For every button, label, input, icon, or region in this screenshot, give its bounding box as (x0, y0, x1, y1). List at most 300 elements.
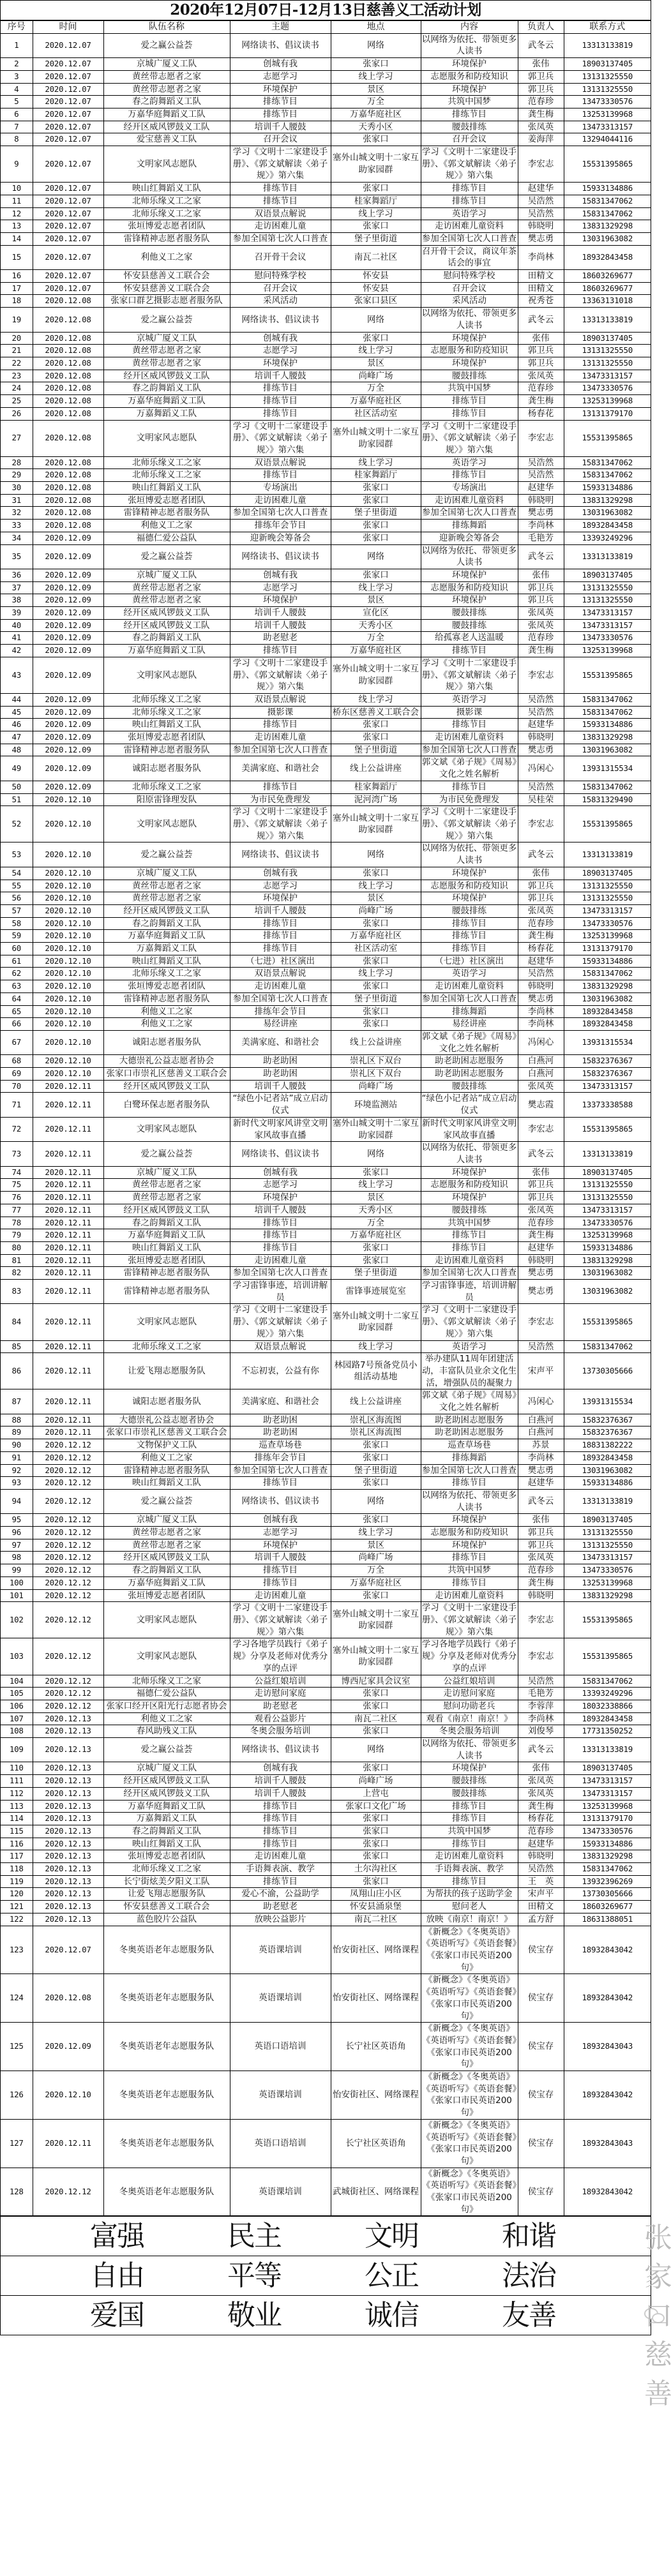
cell-date: 2020.12.08 (33, 1974, 103, 2023)
table-row (1, 1638, 651, 1675)
cell-team: 阳原雷锋理发队 (103, 793, 230, 806)
cell-content: 以网络为依托、带领更多人读书 (421, 33, 518, 57)
cell-team: 怀安县慈善义工联合会 (103, 1901, 230, 1913)
cell-leader: 樊志勇 (518, 1280, 564, 1304)
cell-contact: 13473330576 (564, 1217, 651, 1229)
cell-date: 2020.12.09 (33, 544, 103, 569)
cell-index: 11 (1, 195, 33, 207)
cell-team: 冬奥英语老年志愿服务队 (103, 1974, 230, 2023)
cell-team: 爱宝慈善义工队 (103, 133, 230, 146)
cell-team: 冬奥英语老年志愿服务队 (103, 2168, 230, 2216)
cell-contact: 13831329298 (564, 731, 651, 744)
cell-contact: 13131379170 (564, 943, 651, 955)
cell-leader: 侯宝存 (518, 1974, 564, 2023)
slogan-row (1, 2256, 651, 2295)
cell-content: 排练节目 (421, 1813, 518, 1825)
cell-content: 学习《文明十二家建设手册》、《郭文斌解读〈弟子规〉》第六集 (421, 657, 518, 693)
cell-leader: 毛艳芳 (518, 532, 564, 544)
cell-content: 环境保护 (421, 594, 518, 607)
cell-date: 2020.12.07 (33, 1926, 103, 1974)
cell-date: 2020.12.07 (33, 245, 103, 269)
cell-index: 2 (1, 58, 33, 71)
cell-date: 2020.12.11 (33, 1229, 103, 1242)
cell-content: 以网络为依托、带领更多人读书 (421, 1142, 518, 1166)
table-row (1, 1340, 651, 1353)
cell-index: 34 (1, 532, 33, 544)
cell-location: 天秀小区 (331, 619, 421, 632)
cell-team: 利他义工之家 (103, 1451, 230, 1464)
cell-team: 黄丝带志愿者之家 (103, 345, 230, 357)
table-row (1, 880, 651, 892)
cell-date: 2020.12.12 (33, 1552, 103, 1564)
cell-index: 113 (1, 1800, 33, 1813)
table-row (1, 781, 651, 793)
cell-index: 53 (1, 842, 33, 867)
cell-leader: 武冬云 (518, 33, 564, 57)
slogan-word: 文明 (365, 2220, 418, 2253)
cell-index: 38 (1, 594, 33, 607)
cell-index: 4 (1, 83, 33, 96)
cell-contact: 15531395865 (564, 1638, 651, 1675)
table-row (1, 494, 651, 507)
table-row (1, 507, 651, 520)
cell-theme: 培训千人腰鼓 (230, 121, 331, 133)
table-row (1, 1888, 651, 1901)
cell-location: 尚峰广场 (331, 1775, 421, 1788)
cell-location: 张家口 (331, 332, 421, 345)
cell-location: 张家口 (331, 955, 421, 968)
cell-date: 2020.12.08 (33, 456, 103, 469)
cell-leader: 张凤英 (518, 1552, 564, 1564)
cell-content: 召开会议 (421, 282, 518, 295)
cell-location: 张家口 (331, 183, 421, 195)
cell-contact: 15531395865 (564, 146, 651, 183)
cell-content: 学习《文明十二家建设手册》、《郭文斌解读〈弟子规〉》第六集 (421, 1602, 518, 1638)
cell-date: 2020.12.13 (33, 1813, 103, 1825)
cell-contact: 15831347062 (564, 781, 651, 793)
cell-leader: 孟方舒 (518, 1913, 564, 1926)
cell-team: 利他义工之家 (103, 1018, 230, 1031)
cell-date: 2020.12.13 (33, 1725, 103, 1738)
cell-content: 走访困难儿童资料 (421, 731, 518, 744)
cell-theme: 培训千人腰鼓 (230, 1080, 331, 1093)
cell-date: 2020.12.13 (33, 1875, 103, 1888)
cell-team: 京城广厦义工队 (103, 1166, 230, 1179)
cell-content: 为市民免费理发 (421, 793, 518, 806)
cell-theme: 排练节目 (230, 917, 331, 930)
cell-contact: 18603269677 (564, 1901, 651, 1913)
cell-leader: 张凤英 (518, 121, 564, 133)
cell-location: 张家口 (331, 1875, 421, 1888)
cell-location: 泥河湾广场 (331, 793, 421, 806)
cell-team: 万嘉华庭舞蹈义工队 (103, 930, 230, 943)
cell-index: 57 (1, 904, 33, 917)
cell-contact: 15831347062 (564, 1675, 651, 1688)
cell-content: 英语学习 (421, 693, 518, 706)
cell-contact: 15831347062 (564, 207, 651, 220)
cell-content: 排练节目 (421, 1477, 518, 1490)
table-row (1, 968, 651, 980)
cell-index: 121 (1, 1901, 33, 1913)
cell-contact: 13393249296 (564, 1688, 651, 1700)
cell-location: 张家口 (331, 220, 421, 233)
cell-index: 128 (1, 2168, 33, 2216)
table-row (1, 806, 651, 842)
cell-index: 75 (1, 1179, 33, 1192)
cell-leader: 王 英 (518, 1875, 564, 1888)
cell-leader: 李宏志 (518, 1304, 564, 1340)
cell-index: 55 (1, 880, 33, 892)
table-row (1, 1576, 651, 1589)
cell-theme: （七进）社区演出 (230, 955, 331, 968)
table-row (1, 532, 651, 544)
cell-leader: 武冬云 (518, 1738, 564, 1762)
cell-index: 12 (1, 207, 33, 220)
cell-location: 万嘉华庭社区 (331, 645, 421, 657)
cell-leader: 李尚林 (518, 245, 564, 269)
cell-team: 张家口群艺摄影志愿者服务队 (103, 295, 230, 308)
cell-content: 学习《文明十二家建设手册》、《郭文斌解读〈弟子规〉》第六集 (421, 146, 518, 183)
cell-leader: 郭卫兵 (518, 1179, 564, 1192)
table-row (1, 930, 651, 943)
header-date: 时间 (33, 21, 103, 34)
cell-content: 共筑中国梦 (421, 1564, 518, 1577)
cell-contact: 13031963082 (564, 1267, 651, 1280)
table-row (1, 645, 651, 657)
cell-team: 春之韵舞蹈义工队 (103, 96, 230, 109)
cell-date: 2020.12.11 (33, 1192, 103, 1204)
cell-contact: 13393249296 (564, 532, 651, 544)
cell-theme: 排练节目 (230, 1800, 331, 1813)
cell-team: 映山红舞蹈义工队 (103, 1838, 230, 1850)
cell-theme: 参加全国第七次人口普查 (230, 744, 331, 756)
cell-content: 共筑中国梦 (421, 1825, 518, 1838)
table-row (1, 270, 651, 283)
cell-contact: 13473313157 (564, 1080, 651, 1093)
cell-date: 2020.12.09 (33, 569, 103, 581)
cell-theme: 网络读书、倡议读书 (230, 544, 331, 569)
cell-location: 景区 (331, 892, 421, 905)
cell-contact: 15831347062 (564, 1863, 651, 1876)
header-row (1, 21, 651, 34)
cell-theme: 创城有我 (230, 1762, 331, 1775)
cell-date: 2020.12.09 (33, 781, 103, 793)
table-row (1, 345, 651, 357)
cell-content: 志愿服务和防疫知识 (421, 1179, 518, 1192)
cell-content: 环境保护 (421, 569, 518, 581)
cell-theme: 学习《文明十二家建设手册》、《郭文斌解读〈弟子规〉》第六集 (230, 657, 331, 693)
table-row (1, 2071, 651, 2120)
cell-index: 111 (1, 1775, 33, 1788)
cell-team: 黄丝带志愿者之家 (103, 880, 230, 892)
cell-leader: 李宏志 (518, 657, 564, 693)
cell-team: 爱之赢公益荟 (103, 1489, 230, 1513)
cell-content: 环境保护 (421, 58, 518, 71)
cell-date: 2020.12.09 (33, 2023, 103, 2071)
cell-contact: 15831347062 (564, 469, 651, 482)
cell-team: 雷锋精神志愿者服务队 (103, 992, 230, 1005)
cell-theme: 网络读书、倡议读书 (230, 1738, 331, 1762)
cell-content: 腰鼓排练 (421, 619, 518, 632)
cell-location: 线上公益讲座 (331, 1030, 421, 1054)
cell-date: 2020.12.10 (33, 892, 103, 905)
cell-team: 雷锋精神志愿者服务队 (103, 744, 230, 756)
cell-date: 2020.12.11 (33, 1217, 103, 1229)
cell-leader: 张伟 (518, 1762, 564, 1775)
cell-theme: 美满家庭、和谐社会 (230, 756, 331, 781)
cell-leader: 李宏志 (518, 146, 564, 183)
cell-content: 环境保护 (421, 1539, 518, 1552)
cell-team: 黄丝带志愿者之家 (103, 1179, 230, 1192)
cell-theme: 培训千人腰鼓 (230, 619, 331, 632)
cell-theme: 网络读书、倡议读书 (230, 842, 331, 867)
cell-theme: 摄影课 (230, 706, 331, 719)
cell-date: 2020.12.10 (33, 1068, 103, 1081)
cell-location: 张家口 (331, 1439, 421, 1452)
cell-contact: 15933134886 (564, 1241, 651, 1254)
cell-leader: 龚生梅 (518, 1229, 564, 1242)
cell-leader: 张伟 (518, 867, 564, 880)
cell-location: 尚峰广场 (331, 904, 421, 917)
cell-location: 网络 (331, 1142, 421, 1166)
cell-content: 英语学习 (421, 1340, 518, 1353)
cell-team: 京城广厦义工队 (103, 867, 230, 880)
cell-location: 万嘉华庭社区 (331, 395, 421, 408)
cell-date: 2020.12.11 (33, 1254, 103, 1267)
cell-theme: 放映公益影片 (230, 1913, 331, 1926)
cell-content: 冬奥会服务培训 (421, 1725, 518, 1738)
cell-content: 走访困难儿童资料 (421, 1850, 518, 1863)
table-row (1, 1700, 651, 1712)
cell-index: 125 (1, 2023, 33, 2071)
activity-table (1, 20, 651, 2216)
cell-leader: 武冬云 (518, 842, 564, 867)
table-row (1, 146, 651, 183)
cell-location: 张家口 (331, 980, 421, 993)
cell-content: 助老助困志愿服务 (421, 1427, 518, 1439)
cell-index: 105 (1, 1688, 33, 1700)
table-row (1, 295, 651, 308)
cell-leader: 祝秀苍 (518, 295, 564, 308)
cell-index: 103 (1, 1638, 33, 1675)
cell-leader: 张凤英 (518, 370, 564, 382)
cell-content: 慰问功勋老兵 (421, 1700, 518, 1712)
cell-theme: 排练节目 (230, 719, 331, 731)
cell-location: 线上学习 (331, 968, 421, 980)
table-row (1, 1267, 651, 1280)
cell-date: 2020.12.07 (33, 146, 103, 183)
cell-location: 张家口 (331, 1825, 421, 1838)
cell-index: 41 (1, 632, 33, 645)
cell-location: 线上学习 (331, 345, 421, 357)
table-row (1, 1926, 651, 1974)
table-row (1, 245, 651, 269)
cell-index: 115 (1, 1825, 33, 1838)
cell-theme: 手语舞表演、教学 (230, 1863, 331, 1876)
cell-team: 长宁街炫美夕阳义工队 (103, 1875, 230, 1888)
cell-location: 凤翔山庄小区 (331, 1888, 421, 1901)
cell-index: 124 (1, 1974, 33, 2023)
cell-contact: 13473313157 (564, 1787, 651, 1800)
cell-location: 桂家舞蹈厅 (331, 195, 421, 207)
cell-team: 万嘉华庭舞蹈义工队 (103, 1800, 230, 1813)
cell-theme: 为市民免费理发 (230, 793, 331, 806)
cell-theme: 英语课培训 (230, 1974, 331, 2023)
cell-team: 文明家风志愿队 (103, 146, 230, 183)
cell-date: 2020.12.10 (33, 842, 103, 867)
cell-contact: 18932843458 (564, 1005, 651, 1018)
table-row (1, 731, 651, 744)
table-row (1, 395, 651, 408)
table-row (1, 1589, 651, 1602)
cell-date: 2020.12.08 (33, 357, 103, 370)
header-content: 内容 (421, 21, 518, 34)
table-row (1, 308, 651, 332)
cell-team: 经开区威风锣鼓义工队 (103, 619, 230, 632)
cell-leader: 吴浩然 (518, 693, 564, 706)
cell-index: 118 (1, 1863, 33, 1876)
cell-theme: 培训千人腰鼓 (230, 1552, 331, 1564)
cell-content: 腰鼓排练 (421, 607, 518, 620)
cell-content: 《新概念》《冬奥英语》《英语听写》《英语套餐》《张家口市民英语200句》 (421, 1926, 518, 1974)
table-row (1, 1838, 651, 1850)
cell-date: 2020.12.12 (33, 1489, 103, 1513)
cell-contact: 13473313157 (564, 619, 651, 632)
cell-team: 张垣博爱志愿者团队 (103, 1254, 230, 1267)
cell-theme: 英语课培训 (230, 2168, 331, 2216)
cell-index: 52 (1, 806, 33, 842)
cell-theme: 双语景点解说 (230, 456, 331, 469)
cell-leader: 张凤英 (518, 607, 564, 620)
cell-contact: 13831329298 (564, 1850, 651, 1863)
cell-location: 塞外山城文明十二家互助家园群 (331, 420, 421, 456)
cell-index: 46 (1, 719, 33, 731)
cell-content: 排练节目 (421, 1875, 518, 1888)
cell-theme: 参加全国第七次人口普查 (230, 1464, 331, 1477)
cell-team: 文明家风志愿队 (103, 806, 230, 842)
cell-leader: 郭卫兵 (518, 357, 564, 370)
cell-index: 78 (1, 1217, 33, 1229)
cell-date: 2020.12.10 (33, 980, 103, 993)
table-row (1, 420, 651, 456)
cell-index: 112 (1, 1787, 33, 1800)
cell-contact: 13473313157 (564, 1204, 651, 1217)
table-row (1, 1166, 651, 1179)
cell-content: 助老助困志愿服务 (421, 1068, 518, 1081)
cell-theme: 采风活动 (230, 295, 331, 308)
cell-team: 怀安县慈善义工联合会 (103, 270, 230, 283)
cell-location: 怡安街社区、网络课程 (331, 2071, 421, 2120)
cell-location: 桂家舞蹈厅 (331, 469, 421, 482)
cell-contact: 13253139968 (564, 1800, 651, 1813)
header-team: 队伍名称 (103, 21, 230, 34)
cell-content: 排练舞蹈 (421, 1451, 518, 1464)
cell-team: 北师乐缘义工之家 (103, 456, 230, 469)
cell-location: 塞外山城文明十二家互助家园群 (331, 1638, 421, 1675)
cell-theme: 排练节目 (230, 382, 331, 395)
table-row (1, 992, 651, 1005)
cell-theme: 创城有我 (230, 58, 331, 71)
cell-leader: 樊志勇 (518, 1464, 564, 1477)
table-row (1, 1280, 651, 1304)
table-row (1, 793, 651, 806)
cell-location: 林园路7号预备党员小组活动基地 (331, 1353, 421, 1389)
cell-team: 文明家风志愿队 (103, 420, 230, 456)
cell-contact: 13313133819 (564, 544, 651, 569)
cell-index: 88 (1, 1414, 33, 1427)
cell-content: 排练节目 (421, 469, 518, 482)
watermark-text: 张家口慈善 (644, 2221, 671, 2410)
cell-contact: 18932843458 (564, 1712, 651, 1725)
cell-leader: 郭卫兵 (518, 594, 564, 607)
cell-content: 环境保护 (421, 1192, 518, 1204)
table-row (1, 1179, 651, 1192)
cell-index: 56 (1, 892, 33, 905)
cell-date: 2020.12.11 (33, 2119, 103, 2168)
table-row (1, 1353, 651, 1389)
cell-leader: 杨春花 (518, 407, 564, 420)
cell-date: 2020.12.08 (33, 370, 103, 382)
cell-contact: 18932843042 (564, 2168, 651, 2216)
cell-index: 49 (1, 756, 33, 781)
cell-team: 春之韵舞蹈义工队 (103, 1564, 230, 1577)
cell-leader: 苏景 (518, 1439, 564, 1452)
cell-index: 119 (1, 1875, 33, 1888)
cell-location: 景区 (331, 1539, 421, 1552)
cell-theme: 助老助困 (230, 1055, 331, 1068)
table-row (1, 569, 651, 581)
cell-content: 走访困难儿童资料 (421, 494, 518, 507)
cell-index: 58 (1, 917, 33, 930)
cell-content: 英语学习 (421, 207, 518, 220)
cell-team: 诚阳志愿者服务队 (103, 1389, 230, 1414)
cell-location: 线上学习 (331, 1527, 421, 1539)
cell-location: 崇礼区下双台 (331, 1068, 421, 1081)
header-index: 序号 (1, 21, 33, 34)
cell-date: 2020.12.11 (33, 1117, 103, 1141)
cell-content: 排练节目 (421, 183, 518, 195)
cell-theme: 志愿学习 (230, 70, 331, 83)
cell-leader: 郭卫兵 (518, 892, 564, 905)
cell-leader: 冯闲心 (518, 1030, 564, 1054)
cell-date: 2020.12.09 (33, 619, 103, 632)
cell-leader: 韩晓明 (518, 980, 564, 993)
cell-leader: 龚生梅 (518, 645, 564, 657)
cell-team: 经开区威风锣鼓义工队 (103, 121, 230, 133)
cell-leader: 张伟 (518, 332, 564, 345)
cell-contact: 13473330576 (564, 632, 651, 645)
cell-team: 张垣博爱志愿者团队 (103, 1589, 230, 1602)
cell-content: 排练节目 (421, 645, 518, 657)
cell-theme: 排练节目 (230, 395, 331, 408)
cell-date: 2020.12.07 (33, 58, 103, 71)
cell-location: 塞外山城文明十二家互助家园群 (331, 1304, 421, 1340)
cell-leader: 姜海萍 (518, 133, 564, 146)
cell-date: 2020.12.10 (33, 904, 103, 917)
cell-contact: 18903137405 (564, 867, 651, 880)
cell-date: 2020.12.12 (33, 1576, 103, 1589)
cell-leader: 白燕河 (518, 1068, 564, 1081)
cell-date: 2020.12.09 (33, 657, 103, 693)
cell-index: 95 (1, 1514, 33, 1527)
cell-theme: 美满家庭、和谐社会 (230, 1030, 331, 1054)
cell-team: 万嘉华庭舞蹈义工队 (103, 395, 230, 408)
cell-theme: 爱心不渝，公益助学 (230, 1888, 331, 1901)
cell-index: 66 (1, 1018, 33, 1031)
cell-location: 张家口 (331, 494, 421, 507)
table-row (1, 232, 651, 245)
table-body (1, 33, 651, 2216)
